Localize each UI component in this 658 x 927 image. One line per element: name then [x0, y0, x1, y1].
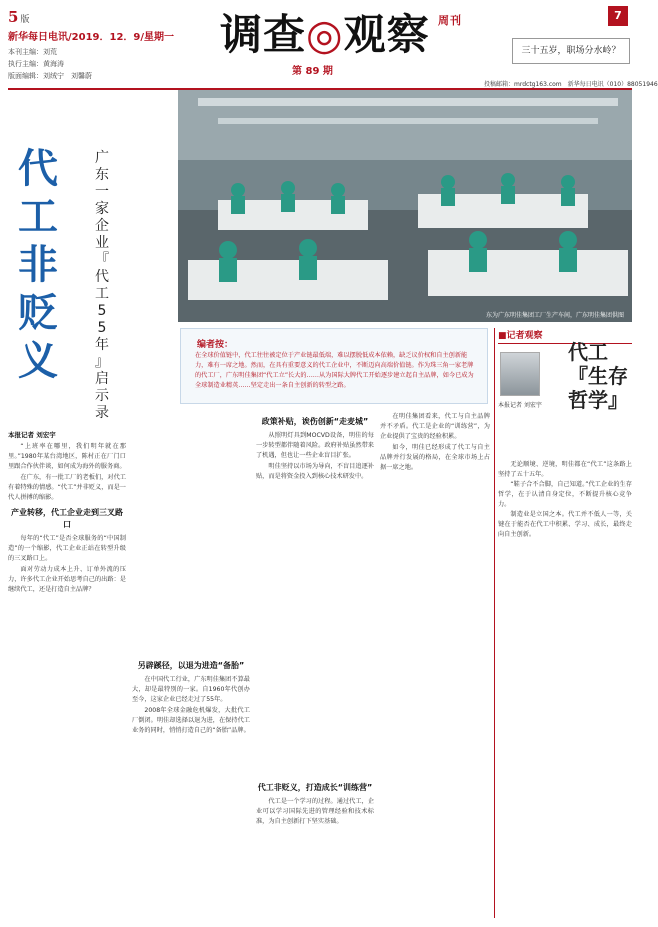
teaser-box[interactable]: 三十五岁，职场分水岭？: [512, 38, 630, 64]
logo-side-text: 周刊: [438, 14, 462, 27]
contact-info: 投稿邮箱：mrdctg163.com 新华每日电讯（010）88051946: [484, 81, 658, 88]
editor-note-tag: 编者按：: [197, 340, 234, 350]
section-logo: 调查◎观察 周刊: [220, 10, 462, 59]
article-column-1: 本报记者 刘宏宇 “上班率在哪里，我们明年就在那里。”1980年某台湾地区，陈村正在厂门口里跟合作伙伴谈，如何成为海外的服务商。 在广东，有一批工厂的老板们，对代工有着特殊的情感。“代工”并非贬义，而是一代人拼搏的缩影。 产业转移，代工企业走到三叉路口 每年的“代工”是否全球服务的“中国制造”的一个缩影，代工企业正站在转型升级的三叉路口上。 面对劳动力成本上升、订单外流的压力，许多代工企业开始思考自己的出路：是继续代工，还是打造自主品牌？: [8, 431, 126, 593]
avatar: [500, 352, 540, 396]
article-column-2: 另辟蹊径，以退为进造“备胎” 在中国代工行业，广东明佳集团不算最大，却是最特别的一家。自1960年代创办至今，这家企业已经走过了55年。 2008年全球金融危机爆发，大批代工厂倒闭。明佳却选择以退为进，在保持代工业务的同时，悄悄打造自己的“备胎”品牌。: [132, 661, 250, 734]
section-heading: 代工非贬义，打造成长“训练营”: [257, 783, 373, 792]
page-badge: 7: [608, 6, 628, 26]
editor-note-text: 在全球价值链中，代工往往被定位于产业链最低端，难以摆脱低成本依赖，缺乏议价权和自主创新能力，难有一席之地。然而，在具有重要意义的代工企业中，不断迈向高端价值链。作为珠三角一家老牌的代工厂，广东明佳集团“代工立”长大的……从为国际大牌代工开始逐步建立起自主品牌，如今已成为全球制造业精英……坚定走出一条自主创新的转型之路。: [195, 352, 474, 389]
column-divider: [494, 328, 495, 918]
issue-number: 第 89 期: [292, 66, 333, 77]
article-author: 本报记者 刘宏宇: [8, 431, 56, 439]
photo-caption: 东为广东明佳集团工厂生产车间，广东明佳集团供图: [485, 312, 624, 319]
factory-photo: [178, 90, 632, 322]
commentary-tag: ■记者观察: [498, 328, 632, 344]
commentary-title: 代工『生存哲学』: [568, 340, 628, 412]
sub-headline: 广 东 一 家 企 业 『 代 工 5 5 年 』 启 示 录: [95, 150, 109, 421]
commentary-author: 本报记者 刘宏宇: [498, 402, 542, 409]
commentary-body: 无论顺境、逆境，明佳都在“代工”这条路上坚持了五十五年。 “鞋子合不合脚，自己知道。”代工企业的生存哲学，在于认清自身定位，不断提升核心竞争力。 制造业是立国之本。代工并不低人一等，关键在于能否在代工中积累、学习、成长，最终走向自主创新。: [498, 461, 632, 538]
factory-photo-image: [178, 90, 632, 322]
reporter-commentary: [498, 328, 632, 918]
main-headline: 代 工 非 贬 义: [18, 145, 58, 384]
article-column-3: 政策补贴，诶伤创新“走麦城” 从照明灯具到MOCVD设备，明佳的每一步转型都伴随着风险。政府补贴虽然带来了机遇，但也让一些企业盲目扩张。 明佳坚持以市场为导向，不盲目追逐补贴，而是将资金投入到核心技术研发中。 代工非贬义，打造成长“训练营” 代工是一个学习的过程。通过代工，企业可以学习国际先进的管理经验和技术标准，为自主创新打下坚实基础。: [256, 417, 374, 825]
article-column-4: 在明佳集团看来，代工与自主品牌并不矛盾。代工是企业的“训练营”，为企业提供了宝贵的经验积累。 如今，明佳已经形成了代工与自主品牌并行发展的格局，在全球市场上占据一席之地。: [380, 413, 490, 471]
editor-note: [180, 328, 488, 404]
section-heading: 产业转移，代工企业走到三叉路口: [11, 508, 123, 529]
section-heading: 另辟蹊径，以退为进造“备胎”: [137, 661, 245, 670]
paper-name: 新华每日电讯/2019．12．9/星期一: [8, 32, 175, 43]
logo-circle-icon: ◎: [306, 10, 344, 59]
page-number: 5 版: [8, 8, 30, 26]
staff-list: 本刊主编：刘荒 执行主编：黄海涛 版面编辑：刘绒宁 刘馨蔚: [8, 48, 92, 80]
masthead: [0, 0, 658, 88]
section-heading: 政策补贴，诶伤创新“走麦城”: [261, 417, 369, 426]
